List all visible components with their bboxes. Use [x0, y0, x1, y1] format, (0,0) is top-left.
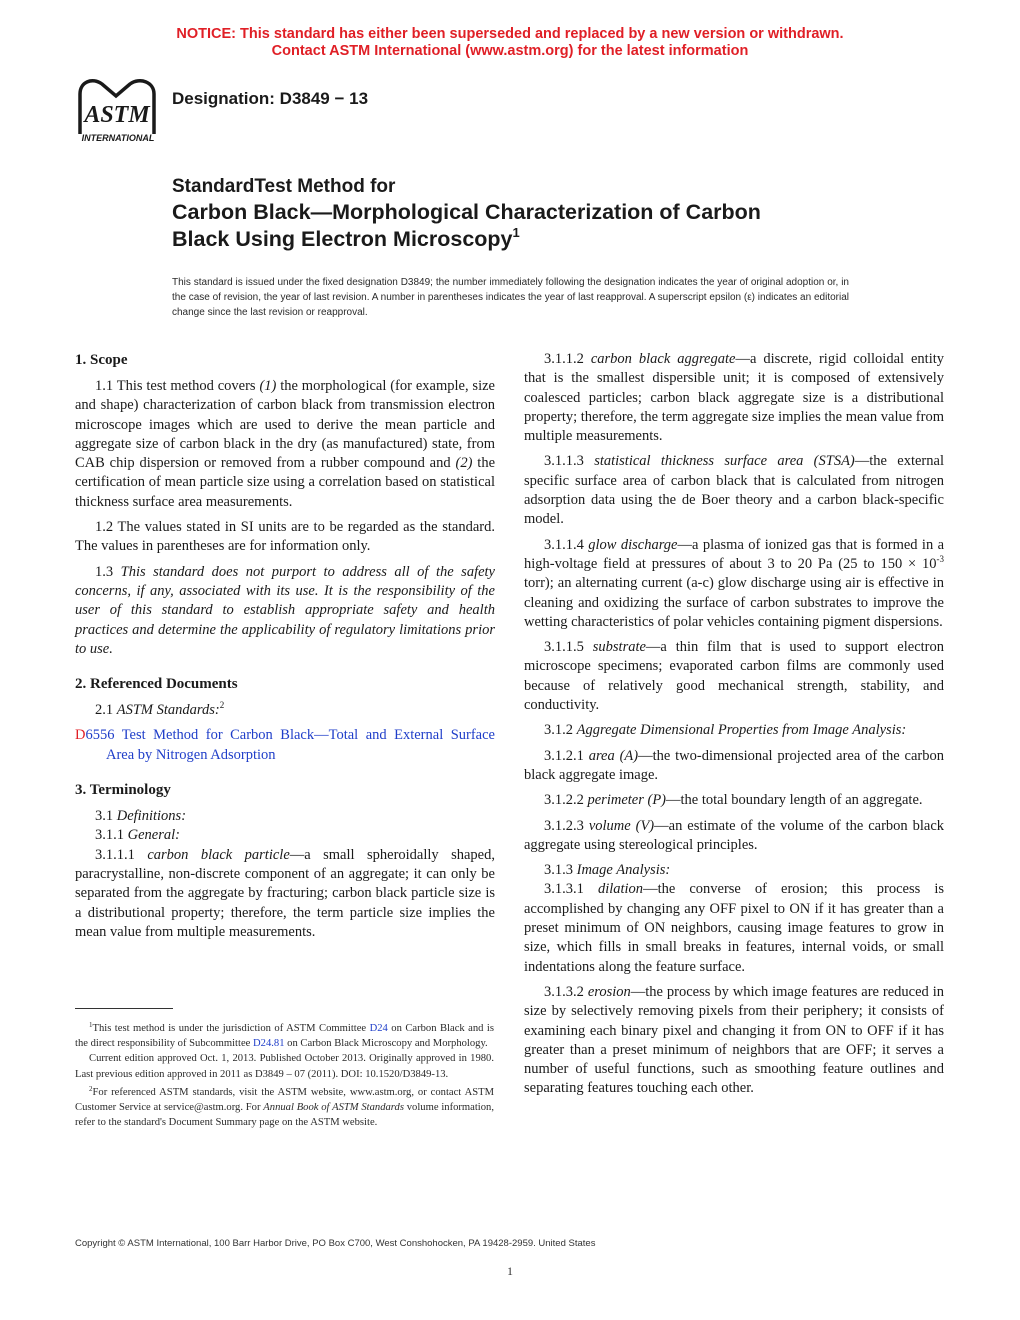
- right-column: [524, 350, 944, 1105]
- section-referenced-documents-heading: 2. Referenced Documents: [75, 676, 238, 693]
- footnote-1: $^1$This test method is under the jurisdiction of ASTM Committee D24 on Carbon Black and is the direct responsibility of Subcommittee D24.81 on Carbon Black Microscopy and Morphology.: [75, 1021, 494, 1050]
- designation: Designation: D3849 − 13: [172, 89, 369, 108]
- committee-link[interactable]: D24: [369, 1023, 388, 1034]
- para-3-1-2-3: 3.1.2.3 volume (V)—an estimate of the volume of the carbon black aggregate using stereological principles.: [524, 817, 945, 853]
- left-column: [75, 350, 495, 948]
- reference-code: D: [75, 727, 86, 744]
- page-number: 1: [507, 1264, 513, 1278]
- para-3-1-1-5: 3.1.1.5 substrate—a thin film that is used to support electron microscope specimens; evaporated carbon films are commonly used because of relatively good mechanical strength, stability, and conductivity.: [524, 639, 945, 714]
- section-terminology-heading: 3. Terminology: [75, 782, 171, 799]
- notice-line-2: Contact ASTM International (www.astm.org) for the latest information: [271, 43, 749, 59]
- subcommittee-link[interactable]: D24.81: [253, 1038, 285, 1050]
- reference-d6556[interactable]: D6556 Test Method for Carbon Black—Total and External Surface Area by Nitrogen Adsorption: [75, 727, 495, 763]
- para-1-1: 1.1 This test method covers (1) the morphological (for example, size and shape) characterization of carbon black from transmission electron microscope images which are used to derive the mean particle and aggregate size of carbon black in the dry (as manufactured) state, from CAB chip dispersion or removed from a rubber compound and (2) the certification of mean particle size using a correlation based on statistical thickness surface area measurements.: [75, 378, 496, 510]
- para-1-3: 1.3 This standard does not purport to address all of the safety concerns, if any, associated with its use. It is the responsibility of the user of this standard to establish appropriate safety and health practices and determine the applicability of regulatory limitations prior to use.: [75, 563, 495, 657]
- astm-logo: [72, 74, 164, 144]
- footnote-2-mark[interactable]: 2: [219, 700, 225, 711]
- withdrawn-notice: [0, 26, 1020, 60]
- footnote-2: $^2$For referenced ASTM standards, visit the ASTM website, www.astm.org, or contact ASTM Customer Service at service@astm.org. For Annual Book of ASTM Standards volume information, refer to the standard's Document Summary page on the ASTM website.: [75, 1084, 494, 1129]
- para-3-1-1-3: 3.1.1.3 statistical thickness surface area (STSA)—the external specific surface area of carbon black that is calculated from nitrogen adsorption data using the de Boer theory and a carbon black-specific model.: [524, 453, 944, 528]
- para-3-1-3-2: 3.1.3.2 erosion—the process by which image features are reduced in size by selectively removing pixels from their periphery; it consists of examining each binary pixel and changing it from ON to OFF if it has greater than a preset minimum of neighbors that are OFF; it serves a number of useful functions, such as smoothing feature outlines and separating features touching each other.: [524, 983, 944, 1097]
- para-2-1: 2.1 ASTM Standards:$^2$: [95, 700, 225, 719]
- para-1-2: 1.2 The values stated in SI units are to be regarded as the standard. The values in parentheses are for information only.: [75, 519, 495, 555]
- para-3-1-3-1: 3.1.3.1 dilation—the converse of erosion; this process is accomplished by changing any OFF pixel to ON if it has greater than a preset minimum of ON neighbors, causing image features to grow in size, which fills in small breaks in features, internal voids, or small indentations along the feature surface.: [524, 881, 945, 975]
- para-3-1-2: 3.1.2 Aggregate Dimensional Properties from Image Analysis:: [544, 722, 907, 739]
- section-scope-heading: 1. Scope: [75, 352, 128, 368]
- title-line-3: Black Using Electron Microscopy$^1$: [172, 225, 520, 251]
- reference-title-link: Test Method for Carbon Black—Total and External Surface Area by Nitrogen Adsorption: [106, 727, 495, 763]
- para-3-1: 3.1 Definitions:: [95, 808, 187, 825]
- logo-subtext: INTERNATIONAL: [81, 133, 155, 143]
- para-3-1-2-1: 3.1.2.1 area (A)—the two-dimensional projected area of the carbon black aggregate image.: [524, 747, 945, 783]
- para-3-1-1-4: 3.1.1.4 glow discharge—a plasma of ionized gas that is formed in a high-voltage field at pressures of about 3 to 20 Pa (25 to $150 \times 10^{-3}$ torr); an alternating current (a-c) glow discharge using air is effective in cleaning and oxidizing the surface of carbon substrates to improve the wetting characteristics of polar vehicles containing pigment dispersions.: [524, 536, 945, 630]
- footnote-1-continued: Current edition approved Oct. 1, 2013. Published October 2013. Originally approved in 1980. Last previous edition approved in 2011 as D3849 – 07 (2011). DOI: 10.1520/D3849-13.: [75, 1053, 494, 1080]
- para-3-1-1: 3.1.1 General:: [95, 827, 180, 844]
- footnotes: [75, 1021, 494, 1130]
- title-line-1: StandardTest Method for: [172, 176, 396, 197]
- document-title: [172, 174, 892, 253]
- para-3-1-1-1: 3.1.1.1 carbon black particle—a small spheroidally shaped, paracrystalline, non-discrete component of an aggregate; it can only be separated from the aggregate by fracturing; carbon black particle size is a distributional property; therefore, the term particle size implies the mean value from multiple measurements.: [75, 846, 495, 940]
- para-3-1-3: 3.1.3 Image Analysis:: [544, 862, 671, 879]
- copyright: Copyright © ASTM International, 100 Barr Harbor Drive, PO Box C700, West Conshohocken, PA 19428-2959. United States: [75, 1238, 596, 1249]
- para-3-1-2-2: 3.1.2.2 perimeter (P)—the total boundary length of an aggregate.: [544, 792, 923, 809]
- title-line-2: Carbon Black—Morphological Characterization of Carbon: [172, 200, 761, 224]
- footnote-rule: [75, 1008, 173, 1009]
- preamble: This standard is issued under the fixed designation D3849; the number immediately following the designation indicates the year of original adoption or, in the case of revision, the year of last revision. A number in parentheses indicates the year of last reapproval. A superscript epsilon (ε) indicates an editorial change since the last revision or reapproval.: [172, 277, 849, 318]
- notice-line-1: NOTICE: This standard has either been superseded and replaced by a new version or withdrawn.: [176, 26, 844, 42]
- logo-wordmark: ASTM: [84, 102, 150, 128]
- para-3-1-1-2: 3.1.1.2 carbon black aggregate—a discrete, rigid colloidal entity that is the smallest dispersible unit; it is composed of extensively coalesced particles; carbon black aggregate size is a distributional property; therefore, the term aggregate size implies the mean value from multiple measurements.: [524, 351, 945, 445]
- title-footnote-mark[interactable]: 1: [512, 225, 520, 240]
